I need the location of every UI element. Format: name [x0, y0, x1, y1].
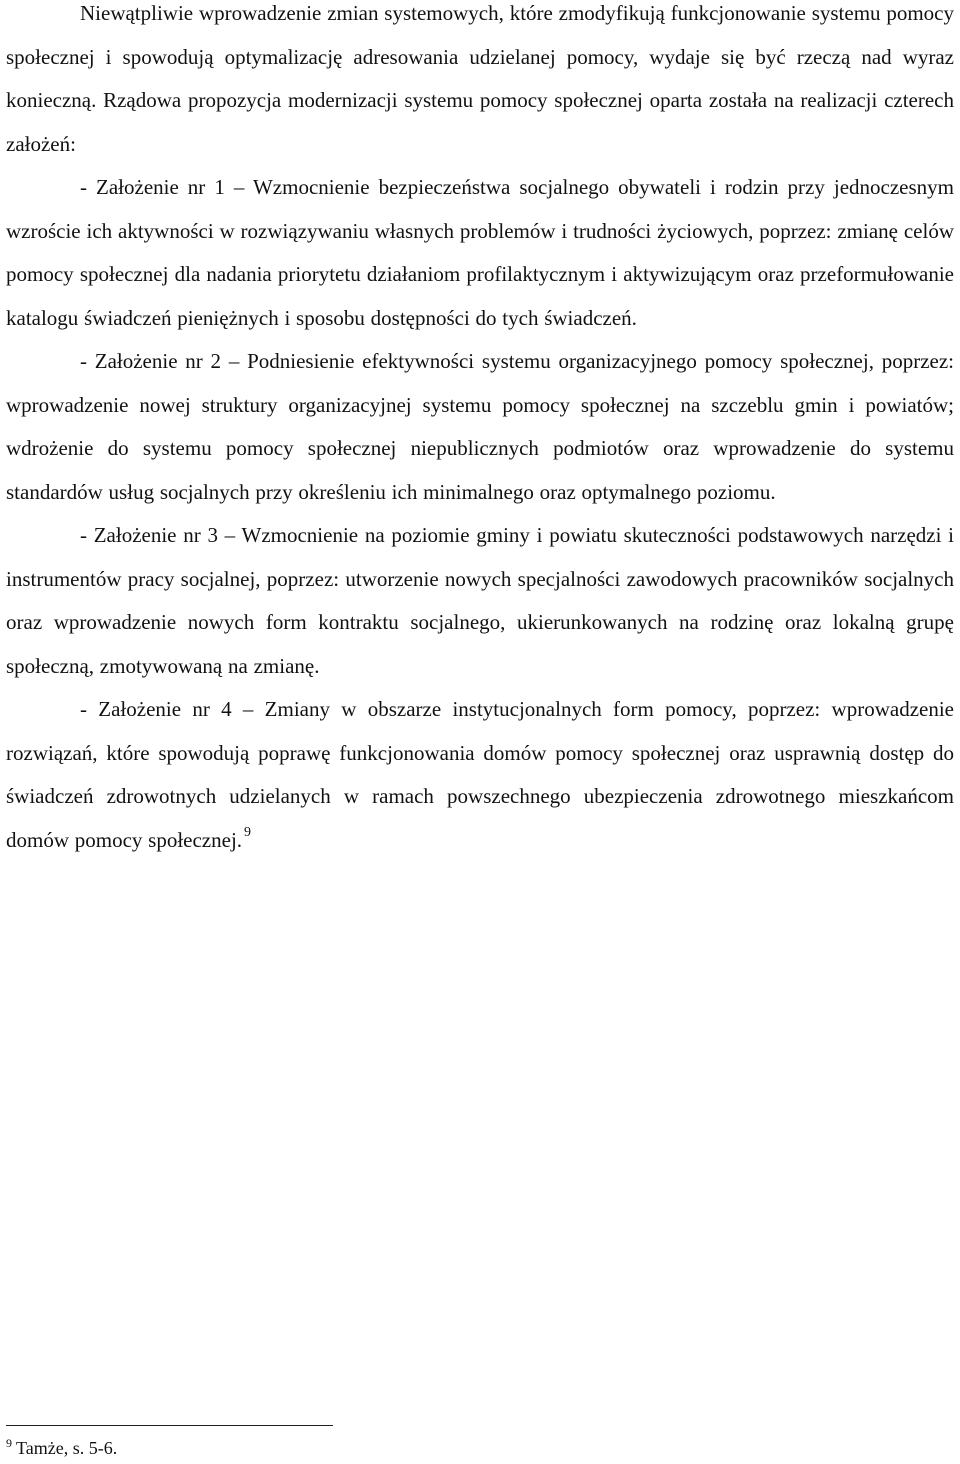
footnote-text: Tamże, s. 5-6.	[16, 1438, 118, 1458]
paragraph-assumption-1: - Założenie nr 1 – Wzmocnienie bezpieczeństwa socjalnego obywateli i rodzin przy jednoczesnym wzroście ich aktywności w rozwiązywaniu własnych problemów i trudności życiowych, poprzez: zmianę celów pomocy społecznej dla nadania priorytetu działaniom profilaktycznym i aktywizującym oraz przeformułowanie katalogu świadczeń pieniężnych i sposobu dostępności do tych świadczeń.	[6, 175, 954, 330]
paragraph-assumption-4	[6, 688, 954, 862]
footnote-number: 9	[6, 1436, 12, 1450]
paragraph-assumption-3: - Założenie nr 3 – Wzmocnienie na poziomie gminy i powiatu skuteczności podstawowych narzędzi i instrumentów pracy socjalnej, poprzez: utworzenie nowych specjalności zawodowych pracowników socjalnych oraz wprowadzenie nowych form kontraktu socjalnego, ukierunkowanych na rodzinę oraz lokalną grupę społeczną, zmotywowaną na zmianę.	[6, 523, 954, 678]
footnote-reference[interactable]: 9	[244, 824, 252, 840]
footnote-separator	[6, 1425, 333, 1426]
footnote	[6, 1437, 117, 1459]
document-body	[6, 0, 954, 862]
paragraph-assumption-4-text: - Założenie nr 4 – Zmiany w obszarze instytucjonalnych form pomocy, poprzez: wprowadzenie rozwiązań, które spowodują poprawę funkcjonowania domów pomocy społecznej oraz usprawnią dostęp do świadczeń zdrowotnych udzielanych w ramach powszechnego ubezpieczenia zdrowotnego mieszkańcom domów pomocy społecznej.	[6, 697, 954, 852]
paragraph-intro: Niewątpliwie wprowadzenie zmian systemowych, które zmodyfikują funkcjonowanie systemu pomocy społecznej i spowodują optymalizację adresowania udzielanej pomocy, wydaje się być rzeczą nad wyraz konieczną. Rządowa propozycja modernizacji systemu pomocy społecznej oparta została na realizacji czterech założeń:	[6, 1, 954, 156]
paragraph-assumption-2: - Założenie nr 2 – Podniesienie efektywności systemu organizacyjnego pomocy społecznej, poprzez: wprowadzenie nowej struktury organizacyjnej systemu pomocy społecznej na szczeblu gmin i powiatów; wdrożenie do systemu pomocy społecznej niepublicznych podmiotów oraz wprowadzenie do systemu standardów usług socjalnych przy określeniu ich minimalnego oraz optymalnego poziomu.	[6, 349, 954, 504]
